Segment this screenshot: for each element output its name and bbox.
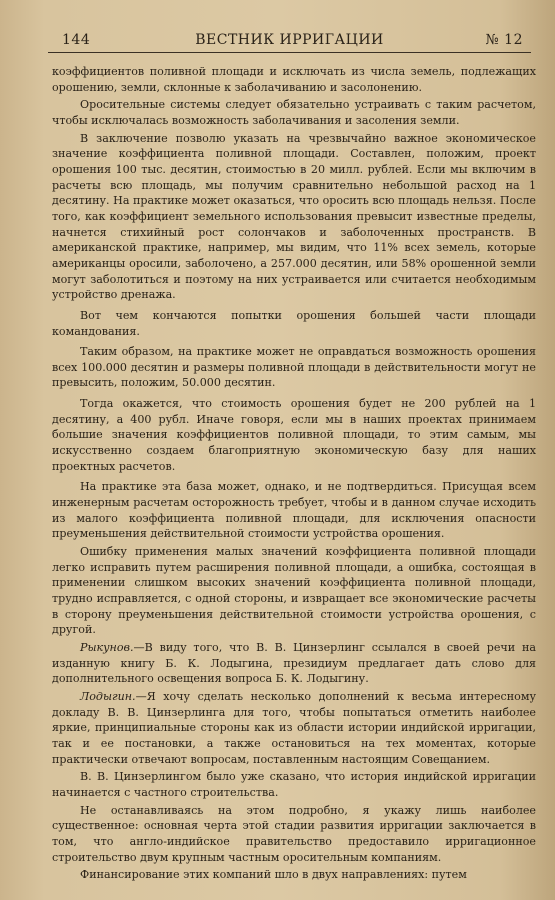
paragraph-text: —Я хочу сделать несколько дополнений к весьма интересному докладу В. В. Цинзерлинга для того, чтобы попытаться отметить наиболее яркие, принципиальные стороны как из области истории индийской ирригации, так и ее постановки, а также остановиться на тех моментах, которые практически отвечают вопросам, поставленным настоящим Совещанием. [52,689,536,766]
paragraph-text: Оросительные системы следует обязательно устраивать с таким расчетом, чтобы исключалась возможность заболачивания и засоления земли. [52,98,536,127]
paragraph-text: В заключение позволю указать на чрезвычайно важное экономическое значение коэффициента поливной площади. Составлен, положим, проект орошения 100 тыс. десятин, стоимостью в 20 милл. рублей. Если мы включим в расчеты всю площадь, мы получим сравнительно небольшой расход на 1 десятину. На практике может оказаться, что оросить всю площадь нельзя. После того, как коэффициент земельного использования превысит известные пределы, начнется стихийный рост солончаков и заболоченных пространств. В американской практике, например, мы видим, что 11% всех земель, которые американцы оросили, заболочено, а 257.000 десятин, или 58% орошенной земли могут заболотиться и поэтому на них устраивается или считается необходимым устройство дренажа. [52,131,536,302]
paragraph [52,867,536,883]
paragraph [52,640,536,687]
paragraph-text: Вот чем кончаются попытки орошения большей части площади командования. [52,308,536,338]
page-header [48,30,531,53]
speaker-name: Лодыгин. [80,689,136,703]
page-number: 144 [62,32,91,48]
paragraph [52,803,536,866]
paragraph-text: Тогда окажется, что стоимость орошения будет не 200 рублей на 1 десятину, а 400 рубл. Иначе говоря, если мы в наших проектах принимаем большие значения коэффициентов поливной площади, то этим самым, мы искусственно создаем благоприятную экономическую базу для наших проектных расчетов. [52,397,536,473]
issue-number: № 12 [485,32,523,48]
paragraph [52,689,536,767]
paragraph [52,131,536,303]
paragraph-text: На практике эта база может, однако, и не подтвердиться. Присущая всем инженерным расчетам осторожность требует, чтобы и в данном случае исходить из малого коэффициента поливной площади, для исключения опасности преуменьшения действительной стоимости устройства орошения. [52,480,536,541]
article-body [52,64,536,885]
paragraph [52,769,536,800]
speaker-name: Рыкунов. [80,640,134,654]
paragraph [52,64,536,95]
paragraph-text: Таким образом, на практике может не оправдаться возможность орошения всех 100.000 десятин и размеры поливной площади в действительности могут не превысить, положим, 50.000 десятин. [52,345,536,390]
paragraph [52,344,536,391]
paragraph-text: Ошибку применения малых значений коэффициента поливной площади легко исправить путем расширения поливной площади, а ошибка, состоящая в применении слишком высоких значений коэффициента поливной площади, трудно исправляется, с одной стороны, и извращает все экономические расчеты в сторону преуменьшения действительной стоимости устройства орошения, с другой. [52,545,536,637]
paragraph [52,544,536,638]
paragraph-text: —В виду того, что В. В. Цинзерлинг ссылался в своей речи на изданную книгу Б. К. Лодыгина, президиум предлагает дать слово для дополнительного освещения вопроса Б. К. Лодыгину. [52,640,536,686]
paragraph [52,97,536,128]
paragraph-text: Финансирование этих компаний шло в двух направлениях: путем [80,868,467,882]
journal-title: ВЕСТНИК ИРРИГАЦИИ [195,32,384,48]
paragraph-text: В. В. Цинзерлингом было уже сказано, что история индийской ирригации начинается с частного строительства. [52,770,536,799]
paragraph [52,308,536,339]
paragraph-text: коэффициентов поливной площади и исключать из числа земель, подлежащих орошению, земли, склонные к заболачиванию и засолонению. [52,65,536,94]
paragraph [52,396,536,474]
paragraph-text: Не останавливаясь на этом подробно, я укажу лишь наиболее существенное: основная черта этой стадии развития ирригации заключается в том, что англо-индийское правительство предоставило ирригационное строительство двум крупным частным оросительным компаниям. [52,803,536,864]
paragraph [52,479,536,542]
